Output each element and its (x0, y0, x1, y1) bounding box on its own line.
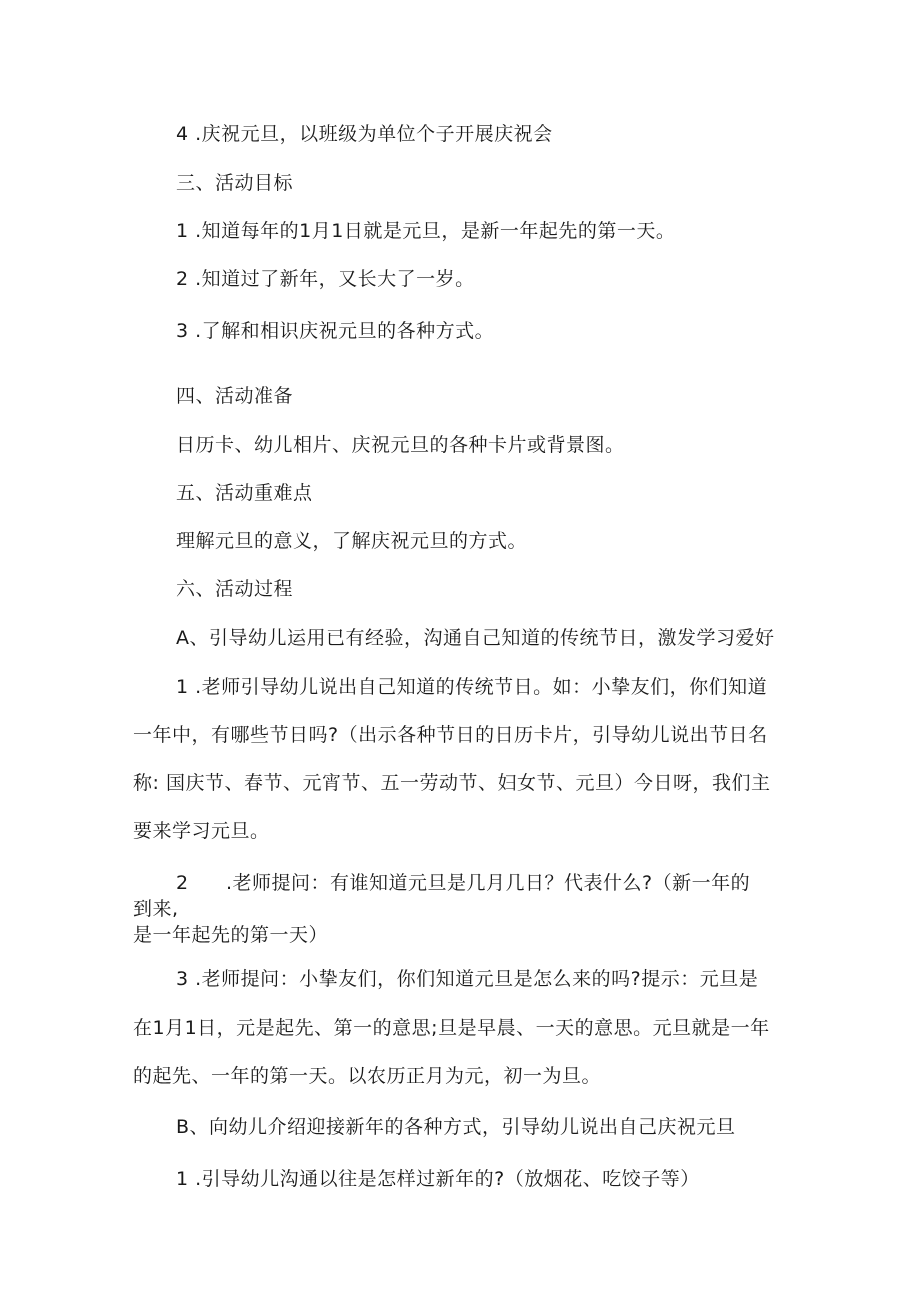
section-a-heading: A、引导幼儿运用已有经验，沟通自己知道的传统节日，激发学习爱好 (176, 627, 775, 649)
process-3-line-2: 在1月1日，元是起先、第一的意思;旦是早晨、一天的意思。元旦就是一年 (133, 1017, 770, 1039)
preparation-text: 日历卡、幼儿相片、庆祝元旦的各种卡片或背景图。 (176, 434, 625, 456)
goal-2: 2 .知道过了新年，又长大了一岁。 (176, 268, 475, 290)
key-points-text: 理解元旦的意义，了解庆祝元旦的方式。 (176, 530, 528, 552)
process-1-line-2: 一年中，有哪些节日吗?（出示各种节日的日历卡片，引导幼儿说出节日名 (133, 724, 768, 746)
process-1-line-4: 要来学习元旦。 (133, 820, 270, 842)
heading-key-points: 五、活动重难点 (176, 482, 313, 504)
process-2-line-2: 到来, (133, 898, 179, 920)
process-2-number: 2 (176, 872, 189, 894)
goal-3: 3 .了解和相识庆祝元旦的各种方式。 (176, 320, 495, 342)
item-4-celebration: 4 .庆祝元旦，以班级为单位个子开展庆祝会 (176, 123, 553, 145)
process-2-text: .老师提问：有谁知道元旦是几月几日？代表什么?（新一年的 (226, 872, 751, 894)
process-1-line-3: 称: 国庆节、春节、元宵节、五一劳动节、妇女节、元旦）今日呀，我们主 (133, 772, 771, 794)
heading-activity-preparation: 四、活动准备 (176, 385, 294, 407)
process-3-line-1: 3 .老师提问：小挚友们，你们知道元旦是怎么来的吗?提示：元旦是 (176, 968, 759, 990)
goal-1: 1 .知道每年的1月1日就是元旦，是新一年起先的第一天。 (176, 220, 676, 242)
heading-activity-process: 六、活动过程 (176, 578, 294, 600)
process-2-line-1 (176, 870, 750, 896)
heading-activity-goals: 三、活动目标 (176, 172, 294, 194)
process-1-line-1: 1 .老师引导幼儿说出自己知道的传统节日。如：小挚友们，你们知道 (176, 676, 768, 698)
section-b-heading: B、向幼儿介绍迎接新年的各种方式，引导幼儿说出自己庆祝元旦 (176, 1116, 736, 1138)
process-3-line-3: 的起先、一年的第一天。以农历正月为元，初一为旦。 (133, 1065, 602, 1087)
process-2-line-3: 是一年起先的第一天） (133, 924, 329, 946)
section-b-item-1: 1 .引导幼儿沟通以往是怎样过新年的?（放烟花、吃饺子等） (176, 1168, 700, 1190)
